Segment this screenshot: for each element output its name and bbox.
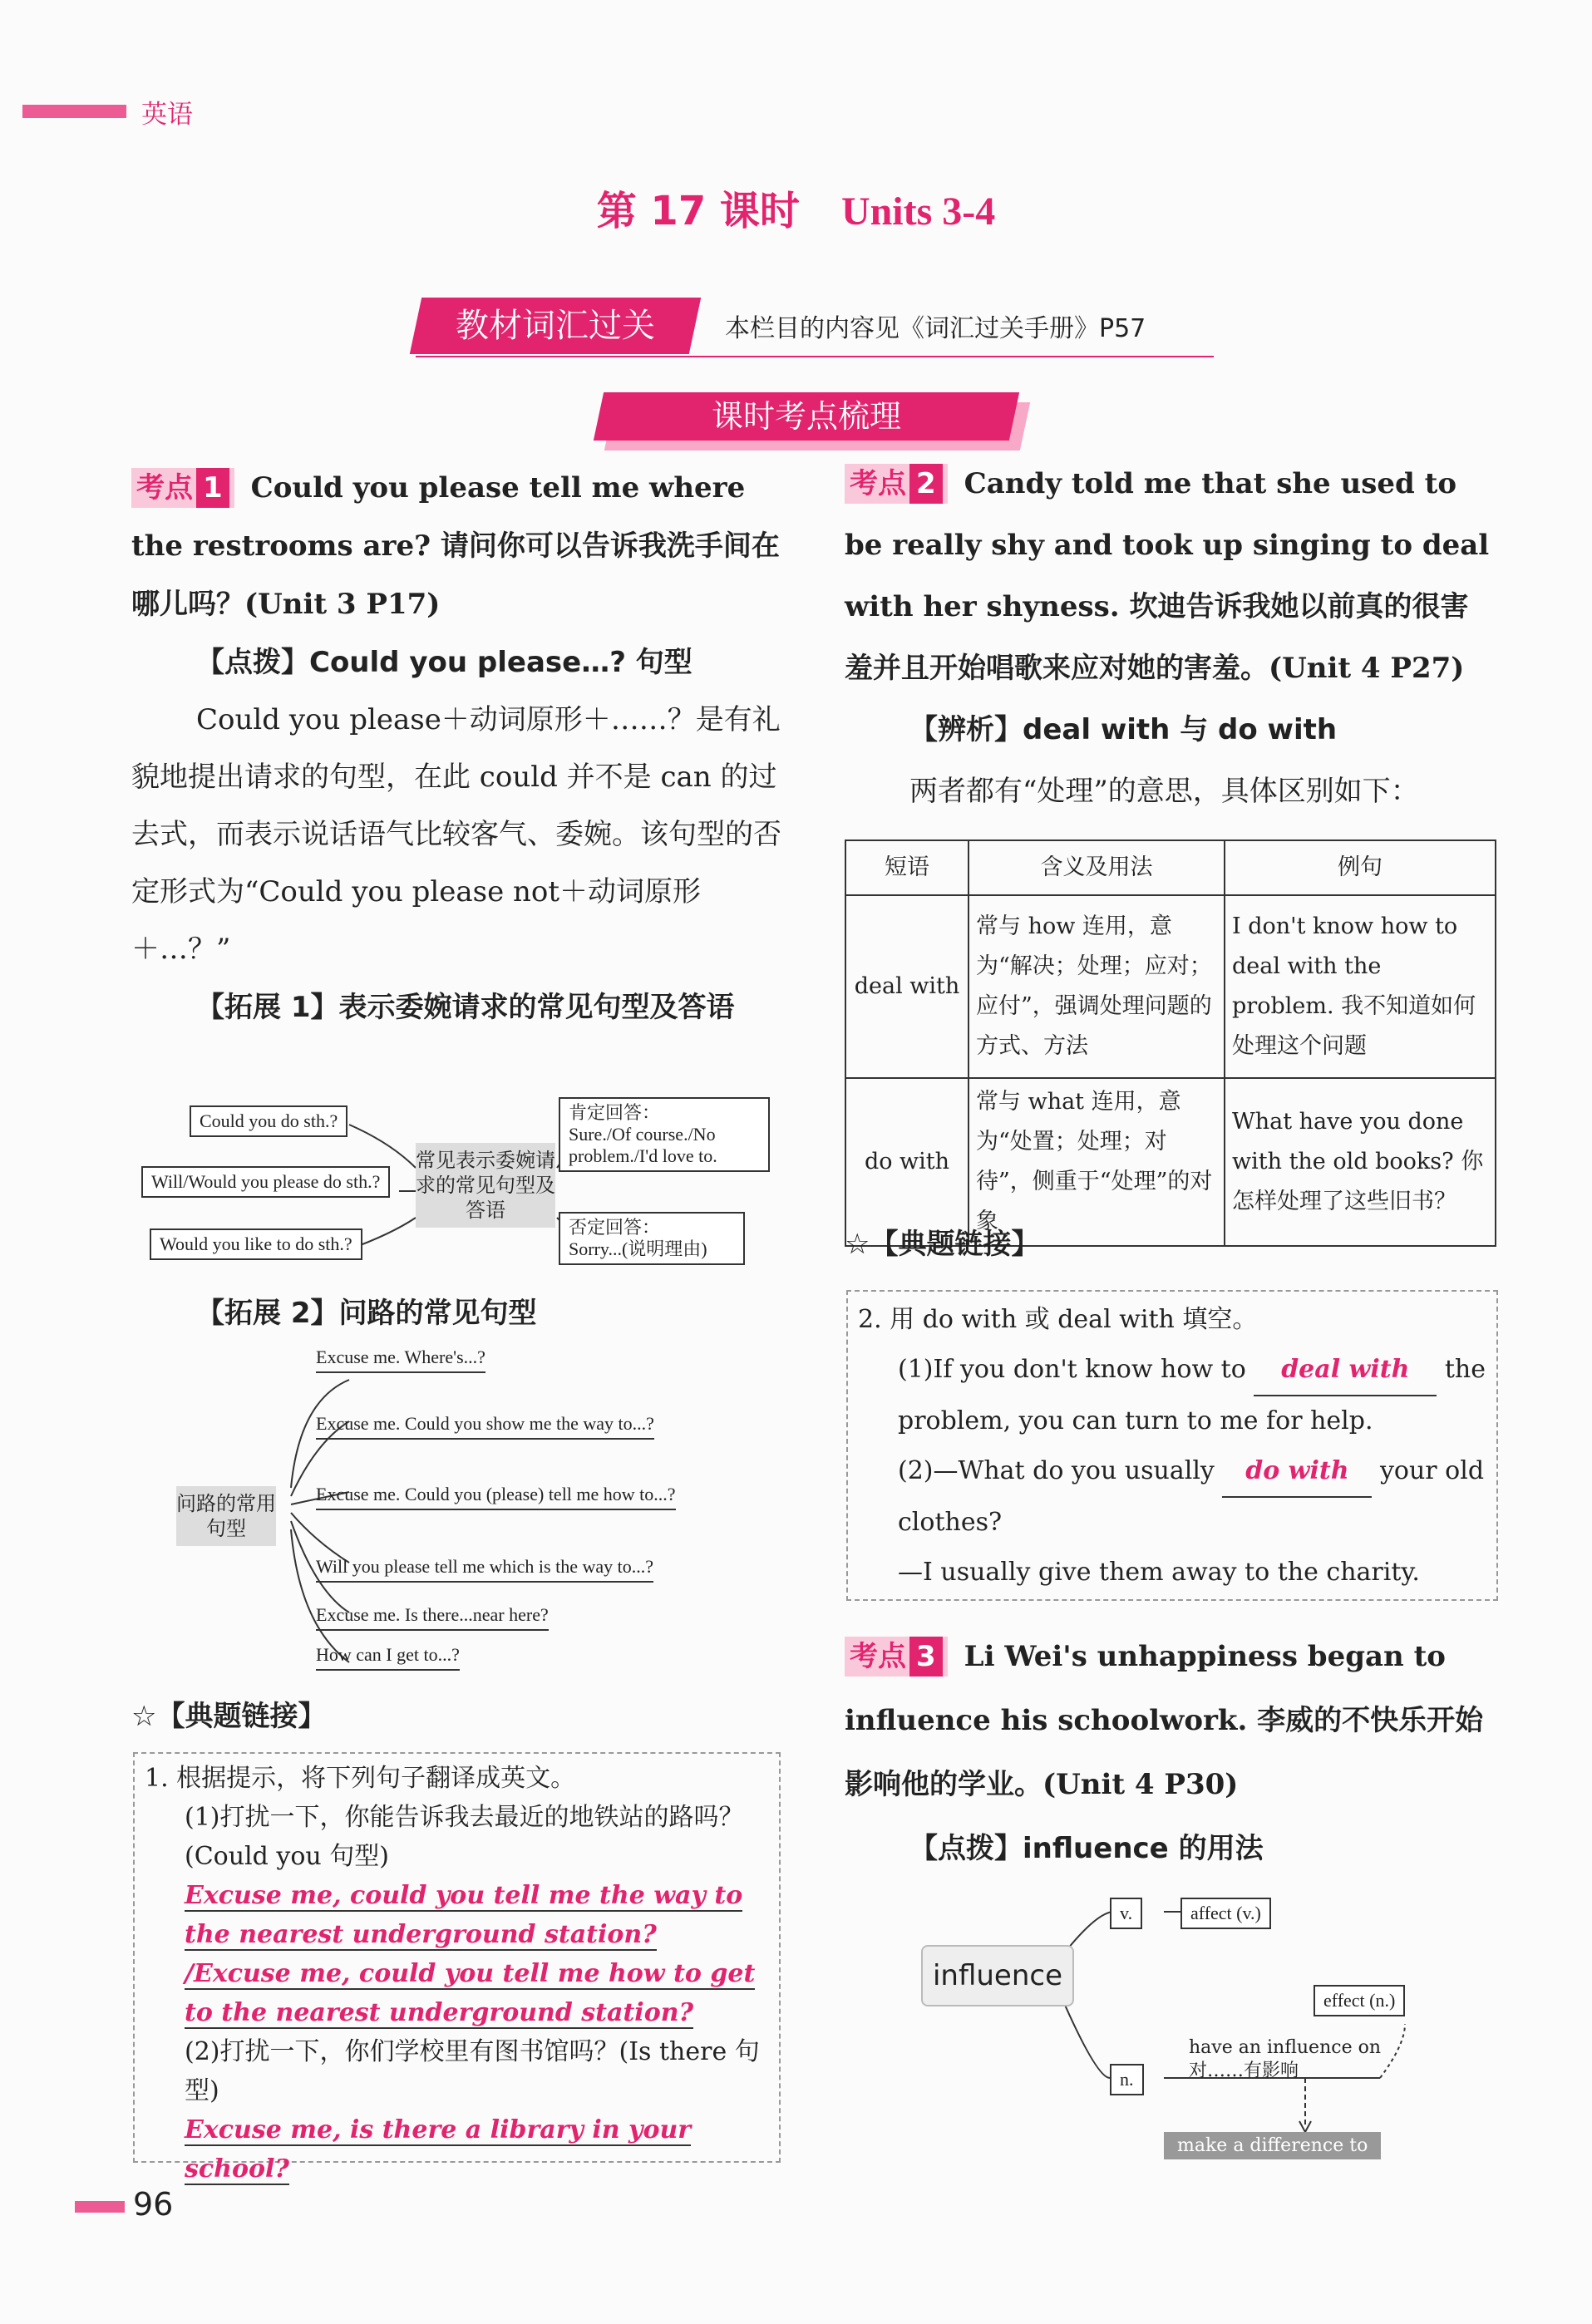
table-cell: 常与 what 连用，意为“处置；处理；对待”，侧重于“处理”的对象 [969, 1078, 1225, 1246]
table-cell: deal with [845, 895, 969, 1078]
subject-tag-bar [22, 105, 126, 118]
link1-prompt-1: (1)打扰一下，你能告诉我去最近的地铁站的路吗？(Could you 句型) [185, 1803, 744, 1871]
link2-sentence-3: —I usually give them away to the charity. [898, 1558, 1420, 1587]
table-header: 短语 [845, 840, 969, 895]
table-cell: do with [845, 1078, 969, 1246]
link1-head: ☆【典题链接】 [131, 1700, 327, 1733]
subject-label: 英语 [141, 100, 193, 130]
mindmap2-lines [208, 1351, 748, 1683]
kp2-sentence: Candy told me that she used to be really shy and took up singing to deal with her shyness. 坎迪告诉我她以前真的很害羞并且开始唱歌来应对她的害羞。(Unit 4 P27) [845, 467, 1490, 685]
kp1-sentence: Could you please tell me where the restrooms are? 请问你可以告诉我洗手间在哪儿吗？(Unit 3 P17) [131, 471, 780, 621]
table-cell: I don't know how to deal with the problem. 我不知道如何处理这个问题 [1225, 895, 1496, 1078]
link2-sentence-1: (1)If you don't know how to deal with the problem, you can turn to me for help. [858, 1345, 1488, 1446]
table-header-row [845, 840, 1496, 895]
kp1-badge: 考点 1 [131, 468, 234, 508]
table-cell: 常与 how 连用，意为“解决；处理；应对；应付”，强调处理问题的方式、方法 [969, 895, 1225, 1078]
link2-box [846, 1290, 1498, 1601]
mm3-center: influence [921, 1945, 1074, 2006]
vocab-note: 本栏目的内容见《词汇过关手册》P57 [725, 314, 1146, 343]
link2-sentence-2: (2)—What do you usually do with your old clothes? [858, 1446, 1488, 1548]
kp3-sentence: Li Wei's unhappiness began to influence his schoolwork. 李威的不快乐开始影响他的学业。(Unit 4 P30) [845, 1640, 1484, 1801]
mm2-item-6: How can I get to...? [316, 1644, 460, 1671]
lesson-units: Units 3-4 [840, 190, 996, 234]
table-row [845, 895, 1496, 1078]
blank-answer-2: do with [1222, 1446, 1372, 1498]
link1-answer-2: Excuse me, is there a library in your school? [185, 2115, 692, 2184]
page-number: 96 [133, 2186, 174, 2223]
lesson-number: 第 17 课时 [596, 188, 800, 234]
table-header: 含义及用法 [969, 840, 1225, 895]
mm3-v-out: affect (v.) [1180, 1898, 1271, 1929]
mm3-v-node: v. [1110, 1898, 1142, 1929]
mm2-item-3: Excuse me. Could you (please) tell me how to...? [316, 1484, 676, 1510]
link1-question: 1. 根据提示，将下列句子翻译成英文。 [145, 1764, 576, 1793]
kp3-block [845, 1625, 1496, 1881]
vocab-divider [416, 356, 1214, 357]
table-cell: What have you done with the old books? 你怎样处理了这些旧书？ [1225, 1078, 1496, 1246]
mm3-n-node: n. [1110, 2064, 1144, 2095]
kp3-tip-head: 【点拨】influence 的用法 [909, 1832, 1264, 1865]
link1-prompt-2: (2)打扰一下，你们学校里有图书馆吗？(Is there 句型) [185, 2037, 760, 2105]
mm1-left-3: Would you like to do sth.? [150, 1228, 362, 1260]
blank-answer-1: deal with [1254, 1345, 1437, 1396]
mm2-item-5: Excuse me. Is there...near here? [316, 1604, 549, 1631]
page-tag [75, 2201, 125, 2213]
mm2-item-4: Will you please tell me which is the way to...? [316, 1556, 653, 1583]
kp2-tip-head: 【辨析】deal with 与 do with [909, 713, 1338, 746]
kp2-block [845, 453, 1496, 822]
link2-head: ☆【典题链接】 [845, 1228, 1040, 1261]
kp1-ext2: 【拓展 2】问路的常见句型 [196, 1297, 537, 1330]
mm2-center: 问路的常用句型 [176, 1486, 276, 1546]
mm3-n-out1: effect (n.) [1314, 1985, 1405, 2016]
mm2-item-1: Excuse me. Where's...? [316, 1347, 485, 1373]
vocab-tag: 教材词汇过关 [410, 298, 701, 354]
mm1-yes: 肯定回答： Sure./Of course./No problem./I'd love to. [559, 1097, 770, 1172]
mm3-n-out2: make a difference to [1164, 2132, 1381, 2159]
mm1-no: 否定回答： Sorry...(说明理由) [559, 1212, 745, 1265]
mm2-item-2: Excuse me. Could you show me the way to...? [316, 1413, 654, 1440]
kp1-tip-head: 【点拨】Could you please…? 句型 [196, 646, 692, 679]
kp1-block [131, 459, 781, 1036]
mm1-left-1: Could you do sth.? [190, 1105, 347, 1137]
page-title [0, 179, 1592, 236]
kp1-tip-body: Could you please＋动词原形＋……？是有礼貌地提出请求的句型，在此 could 并不是 can 的过去式，而表示说话语气比较客气、委婉。该句型的否定形式为“Could you please not＋动词原形＋…？” [131, 703, 781, 966]
compare-table [845, 839, 1496, 1247]
mm3-phrase: have an influence on 对……有影响 [1189, 2037, 1381, 2081]
link1-answer-1: Excuse me, could you tell me the way to the nearest underground station? /Excuse me, could you tell me how to get to the nearest underground station? [185, 1881, 756, 2027]
link1-box [133, 1752, 781, 2184]
mm1-left-2: Will/Would you please do sth.? [141, 1166, 390, 1198]
kp2-tip-body: 两者都有“处理”的意思，具体区别如下： [909, 775, 1419, 808]
link2-question: 2. 用 do with 或 deal with 填空。 [858, 1305, 1258, 1334]
kp2-badge: 考点 2 [845, 464, 948, 504]
mm1-center: 常见表示委婉请求的常见句型及答语 [416, 1143, 555, 1228]
kp1-ext1: 【拓展 1】表示委婉请求的常见句型及答语 [196, 991, 735, 1024]
section-title: 课时考点梳理 [594, 392, 1019, 441]
kp3-badge: 考点 3 [845, 1637, 948, 1677]
table-header: 例句 [1225, 840, 1496, 895]
